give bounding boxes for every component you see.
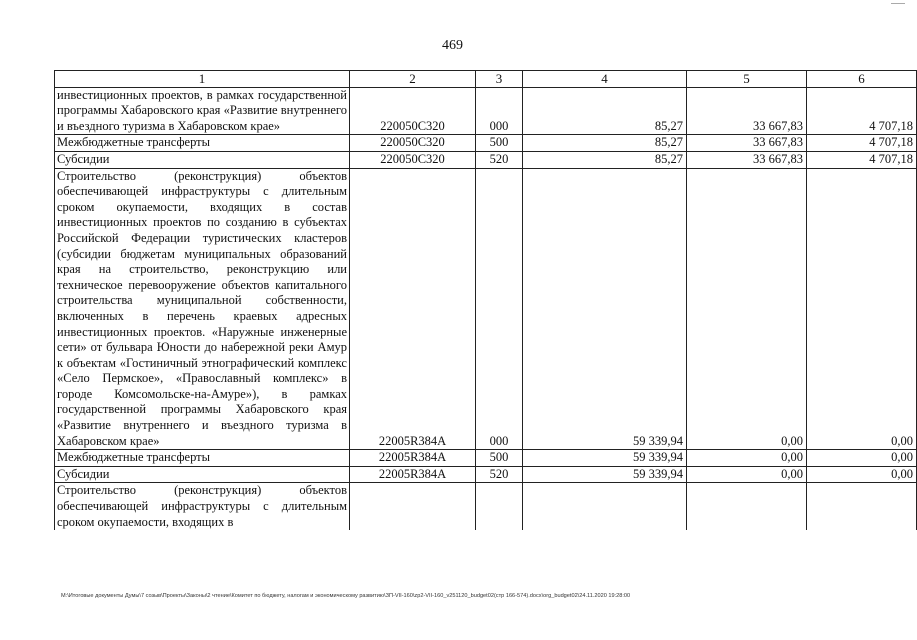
column-header-1: 1 [55, 71, 350, 88]
row-description: Межбюджетные трансферты [55, 450, 350, 467]
row-target-article: 220050С320 [350, 87, 476, 135]
table-row [55, 168, 917, 450]
row-expense-type: 500 [476, 135, 523, 152]
row-amount-col6: 4 707,18 [807, 87, 917, 135]
document-file-path-footer: M:\Итоговые документы Думы\7 созыв\Проекты\Законы\2 чтение\Комитет по бюджету, налогам и экономическому развитию\ЗП-VII-160\zp2-VII-160_v251120_budget02(стр 166-574).docx\org_budget02\24.11.2020 19:28:00 [61, 593, 631, 599]
row-amount-col4: 59 339,94 [523, 450, 687, 467]
row-amount-col4: 59 339,94 [523, 466, 687, 483]
table-header-row [55, 71, 917, 88]
row-target-article: 220050С320 [350, 151, 476, 168]
row-target-article: 22005R384A [350, 168, 476, 450]
row-expense-type: 500 [476, 450, 523, 467]
row-amount-col4: 85,27 [523, 87, 687, 135]
row-expense-type: 520 [476, 151, 523, 168]
row-description: Строительство (реконструкция) объектов обеспечивающей инфраструктуры с длительным сроком окупаемости, входящих в [55, 483, 350, 530]
row-amount-col5 [687, 483, 807, 530]
row-target-article: 22005R384A [350, 466, 476, 483]
row-amount-col4: 85,27 [523, 135, 687, 152]
row-expense-type [476, 483, 523, 530]
table-row [55, 483, 917, 530]
row-amount-col4: 85,27 [523, 151, 687, 168]
row-amount-col5: 0,00 [687, 466, 807, 483]
column-header-2: 2 [350, 71, 476, 88]
row-description: Субсидии [55, 466, 350, 483]
row-amount-col4: 59 339,94 [523, 168, 687, 450]
row-amount-col6: 0,00 [807, 450, 917, 467]
row-amount-col5: 33 667,83 [687, 151, 807, 168]
row-description: инвестиционных проектов, в рамках государственной программы Хабаровского края «Развитие внутреннего и въездного туризма в Хабаровском крае» [55, 87, 350, 135]
column-header-6: 6 [807, 71, 917, 88]
row-amount-col5: 33 667,83 [687, 87, 807, 135]
page-number: 469 [442, 38, 463, 53]
row-amount-col4 [523, 483, 687, 530]
page-corner-mark [891, 0, 905, 4]
column-header-4: 4 [523, 71, 687, 88]
row-target-article: 22005R384A [350, 450, 476, 467]
table-row [55, 450, 917, 467]
table-row [55, 466, 917, 483]
row-description: Межбюджетные трансферты [55, 135, 350, 152]
row-amount-col6: 0,00 [807, 466, 917, 483]
table-row [55, 151, 917, 168]
budget-table [54, 70, 917, 530]
row-amount-col6: 4 707,18 [807, 151, 917, 168]
column-header-5: 5 [687, 71, 807, 88]
row-expense-type: 000 [476, 168, 523, 450]
row-amount-col6: 4 707,18 [807, 135, 917, 152]
column-header-3: 3 [476, 71, 523, 88]
row-description: Строительство (реконструкция) объектов обеспечивающей инфраструктуры с длительным сроком окупаемости, входящих в состав инвестиционных проектов по созданию в субъектах Российской Федерации туристических кластеров (субсидии бюджетам муниципальных образований края на строительство, реконструкцию или техническое перевооружение объектов капитального строительства муниципальной собственности, включенных в перечень краевых адресных инвестиционных проектов. «Наружные инженерные сети» от бульвара Юности до набережной реки Амур к объектам «Гостиничный этнографический комплекс «Село Пермское», «Православный комплекс» в городе Комсомольске-на-Амуре»), в рамках государственной программы Хабаровского края «Развитие внутреннего и въездного туризма в Хабаровском крае» [55, 168, 350, 450]
table-row [55, 87, 917, 135]
table-row [55, 135, 917, 152]
row-target-article: 220050С320 [350, 135, 476, 152]
row-amount-col5: 0,00 [687, 450, 807, 467]
row-amount-col5: 33 667,83 [687, 135, 807, 152]
row-expense-type: 520 [476, 466, 523, 483]
row-amount-col6 [807, 483, 917, 530]
row-amount-col6: 0,00 [807, 168, 917, 450]
row-amount-col5: 0,00 [687, 168, 807, 450]
row-description: Субсидии [55, 151, 350, 168]
row-expense-type: 000 [476, 87, 523, 135]
row-target-article [350, 483, 476, 530]
